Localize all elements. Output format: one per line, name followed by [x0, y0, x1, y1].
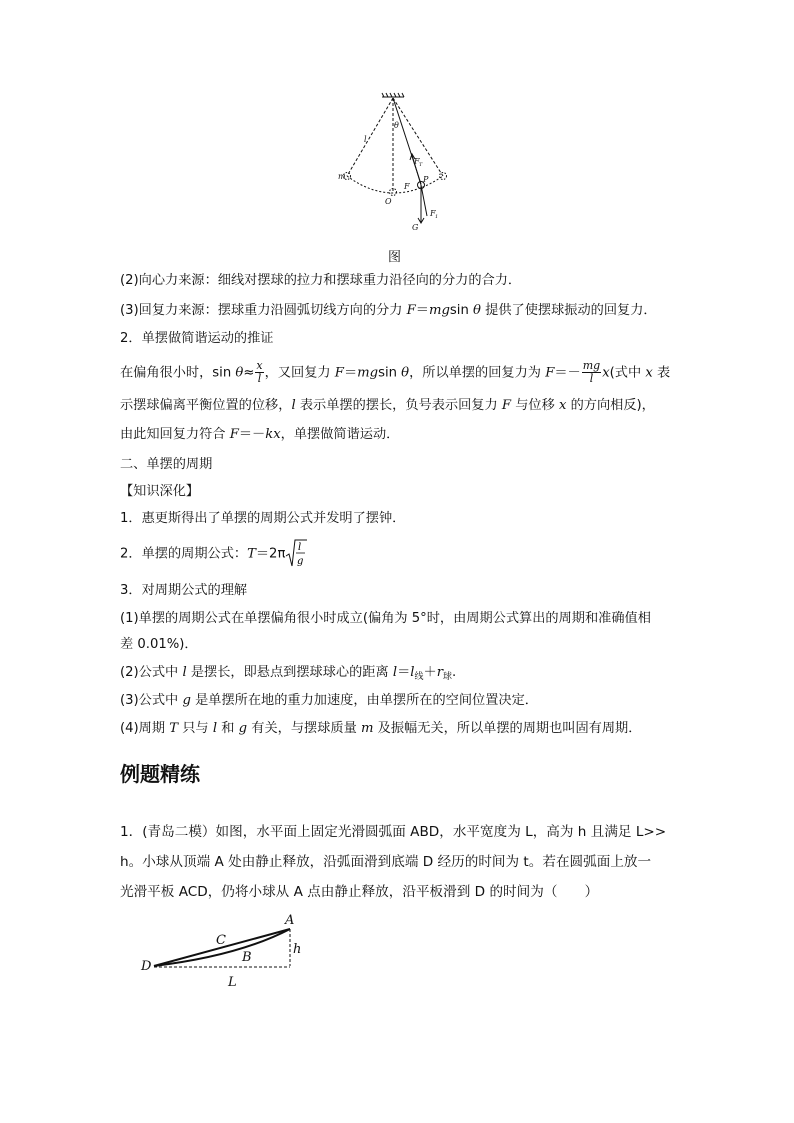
label-P: P	[423, 175, 429, 184]
text-line: (1)单摆的周期公式在单摆偏角很小时成立(偏角为 5°时，由周期公式算出的周期和准确值相	[120, 611, 651, 626]
figure-caption: 图	[388, 250, 402, 265]
label-B: B	[242, 950, 252, 965]
question-line: 1．(青岛二模）如图，水平面上固定光滑圆弧面 ABD，水平宽度为 L，高为 h 且满足 L>>	[120, 824, 667, 840]
label-O: O	[385, 197, 392, 206]
text-line: 1．惠更斯得出了单摆的周期公式并发明了摆钟．	[120, 511, 406, 526]
text-line: (3)公式中 g 是单摆所在地的重力加速度，由单摆所在的空间位置决定．	[120, 693, 538, 708]
arc-path	[347, 176, 443, 193]
text-line: (3)回复力来源：摆球重力沿圆弧切线方向的分力 F＝mgsin θ 提供了使摆球振动的回复力．	[120, 303, 657, 318]
question-line: h。小球从顶端 A 处由静止释放，沿弧面滑到底端 D 经历的时间为 t。若在圆弧面上放一	[120, 854, 652, 870]
text-line: (4)周期 T 只与 l 和 g 有关，与摆球质量 m 及振幅无关，所以单摆的周期也叫固有周期．	[120, 721, 642, 736]
text-line: 在偏角很小时，sin θ≈ $\frac{x}{l}$ ，又回复力 F＝mgsin θ，所以单摆的回复力为 F＝－ $\frac{mg}{l}$ x(式中 x 表	[120, 359, 671, 385]
text-line: 2．单摆做简谐运动的推证	[120, 331, 274, 346]
text-line: 由此知回复力符合 F＝－kx，单摆做简谐运动．	[120, 427, 400, 442]
slope-diagram	[138, 910, 308, 992]
sqrt-fraction	[285, 538, 307, 569]
label-C: C	[216, 933, 226, 948]
text-line: (2)向心力来源：细线对摆球的拉力和摆球重力沿径向的分力的合力．	[120, 273, 522, 288]
subheading: 【知识深化】	[120, 484, 200, 499]
text-line: (2)公式中 l 是摆长，即悬点到摆球球心的距离 $l=l_线+r_球$.	[120, 665, 457, 682]
label-h: h	[293, 942, 302, 957]
label-D: D	[141, 959, 152, 974]
label-F1: F	[430, 209, 436, 218]
svg-text:g: g	[297, 556, 304, 567]
label-G: G	[412, 223, 419, 232]
label-FT: F	[414, 157, 420, 166]
label-l: l	[364, 135, 367, 144]
text-line: 差 0.01%)．	[120, 637, 198, 652]
f1-arrow	[421, 185, 427, 216]
fraction: $\frac{mg}{l}$	[582, 359, 601, 385]
left-string	[347, 98, 393, 176]
svg-text:l: l	[298, 542, 302, 553]
question-line: 光滑平板 ACD，仍将小球从 A 点由静止释放，沿平板滑到 D 的时间为（ ）	[120, 884, 599, 900]
label-FT-sub: T	[419, 162, 423, 168]
pendulum-diagram	[330, 92, 460, 240]
label-F: F	[404, 182, 410, 191]
fraction: $\frac{x}{l}$	[256, 359, 263, 385]
label-A: A	[285, 913, 295, 928]
label-m: m	[338, 172, 346, 181]
label-L: L	[228, 975, 237, 990]
label-F1-sub: 1	[435, 214, 439, 220]
text-line: 2．单摆的周期公式：T＝2π l g	[120, 538, 307, 570]
section-title: 例题精练	[120, 762, 200, 786]
label-theta: θ	[394, 121, 399, 130]
subheading: 二、单摆的周期	[120, 457, 213, 472]
text-line: 示摆球偏离平衡位置的位移，l 表示单摆的摆长，负号表示回复力 F 与位移 x 的方向相反)，	[120, 398, 655, 413]
text-line: 3．对周期公式的理解	[120, 583, 248, 598]
